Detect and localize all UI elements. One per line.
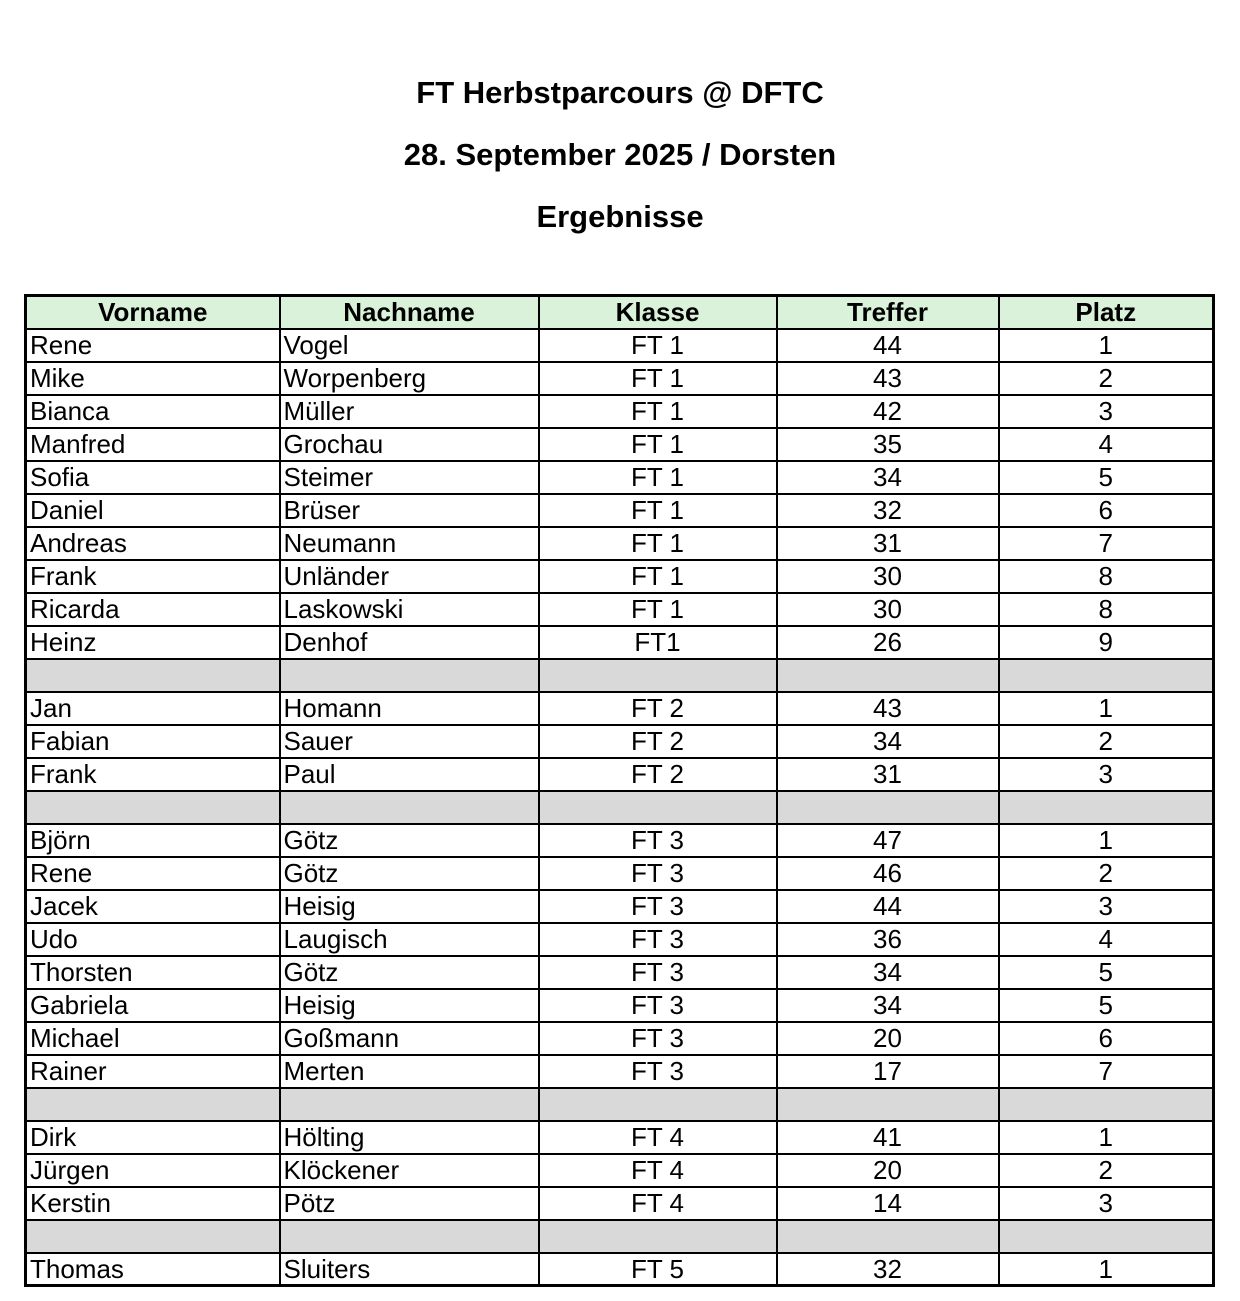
cell-klasse: FT 1 <box>539 362 777 395</box>
spacer-cell <box>539 1088 777 1121</box>
cell-vorname: Bianca <box>26 395 280 428</box>
cell-vorname: Jacek <box>26 890 280 923</box>
table-row <box>26 725 1214 758</box>
cell-vorname: Jan <box>26 692 280 725</box>
cell-vorname: Frank <box>26 758 280 791</box>
table-row <box>26 1154 1214 1187</box>
spacer-cell <box>999 1088 1214 1121</box>
table-row <box>26 956 1214 989</box>
cell-vorname: Rainer <box>26 1055 280 1088</box>
cell-platz: 7 <box>999 1055 1214 1088</box>
table-row <box>26 494 1214 527</box>
cell-platz: 1 <box>999 1253 1214 1286</box>
cell-vorname: Frank <box>26 560 280 593</box>
cell-klasse: FT 4 <box>539 1154 777 1187</box>
cell-nachname: Götz <box>280 857 539 890</box>
spacer-cell <box>777 659 999 692</box>
cell-platz: 5 <box>999 956 1214 989</box>
table-row <box>26 560 1214 593</box>
table-row <box>26 692 1214 725</box>
column-header-nachname: Nachname <box>280 296 539 329</box>
cell-treffer: 20 <box>777 1022 999 1055</box>
spacer-cell <box>999 659 1214 692</box>
cell-treffer: 31 <box>777 527 999 560</box>
spacer-cell <box>280 659 539 692</box>
cell-klasse: FT 3 <box>539 956 777 989</box>
cell-treffer: 35 <box>777 428 999 461</box>
spacer-cell <box>999 1220 1214 1253</box>
cell-treffer: 34 <box>777 461 999 494</box>
cell-klasse: FT 3 <box>539 824 777 857</box>
table-row <box>26 527 1214 560</box>
cell-klasse: FT 5 <box>539 1253 777 1286</box>
cell-nachname: Brüser <box>280 494 539 527</box>
cell-vorname: Jürgen <box>26 1154 280 1187</box>
cell-nachname: Klöckener <box>280 1154 539 1187</box>
table-row <box>26 461 1214 494</box>
cell-vorname: Andreas <box>26 527 280 560</box>
cell-platz: 2 <box>999 725 1214 758</box>
column-header-vorname: Vorname <box>26 296 280 329</box>
cell-vorname: Dirk <box>26 1121 280 1154</box>
cell-treffer: 46 <box>777 857 999 890</box>
spacer-cell <box>777 791 999 824</box>
cell-treffer: 34 <box>777 956 999 989</box>
cell-treffer: 41 <box>777 1121 999 1154</box>
table-row <box>26 1121 1214 1154</box>
cell-vorname: Fabian <box>26 725 280 758</box>
cell-vorname: Ricarda <box>26 593 280 626</box>
spacer-cell <box>777 1088 999 1121</box>
cell-vorname: Daniel <box>26 494 280 527</box>
cell-treffer: 44 <box>777 890 999 923</box>
cell-vorname: Björn <box>26 824 280 857</box>
table-header-row <box>26 296 1214 329</box>
cell-platz: 2 <box>999 362 1214 395</box>
cell-klasse: FT 1 <box>539 395 777 428</box>
cell-platz: 2 <box>999 857 1214 890</box>
cell-vorname: Thomas <box>26 1253 280 1286</box>
cell-platz: 2 <box>999 1154 1214 1187</box>
spacer-row <box>26 1088 1214 1121</box>
spacer-cell <box>999 791 1214 824</box>
cell-treffer: 20 <box>777 1154 999 1187</box>
event-date-location: 28. September 2025 / Dorsten <box>403 137 837 172</box>
cell-nachname: Laugisch <box>280 923 539 956</box>
results-heading: Ergebnisse <box>536 199 704 234</box>
cell-treffer: 36 <box>777 923 999 956</box>
table-row <box>26 1253 1214 1286</box>
cell-platz: 3 <box>999 890 1214 923</box>
cell-nachname: Sauer <box>280 725 539 758</box>
cell-klasse: FT 3 <box>539 989 777 1022</box>
cell-nachname: Sluiters <box>280 1253 539 1286</box>
spacer-cell <box>280 1088 539 1121</box>
cell-treffer: 47 <box>777 824 999 857</box>
cell-nachname: Vogel <box>280 329 539 362</box>
cell-treffer: 32 <box>777 494 999 527</box>
table-row <box>26 890 1214 923</box>
cell-platz: 4 <box>999 428 1214 461</box>
cell-platz: 3 <box>999 758 1214 791</box>
cell-nachname: Heisig <box>280 989 539 1022</box>
cell-treffer: 44 <box>777 329 999 362</box>
cell-platz: 1 <box>999 1121 1214 1154</box>
cell-vorname: Udo <box>26 923 280 956</box>
table-row <box>26 1187 1214 1220</box>
cell-platz: 6 <box>999 1022 1214 1055</box>
cell-platz: 4 <box>999 923 1214 956</box>
cell-vorname: Thorsten <box>26 956 280 989</box>
cell-klasse: FT 1 <box>539 494 777 527</box>
table-row <box>26 1022 1214 1055</box>
spacer-cell <box>26 659 280 692</box>
cell-platz: 7 <box>999 527 1214 560</box>
table-row <box>26 857 1214 890</box>
cell-treffer: 30 <box>777 593 999 626</box>
cell-klasse: FT 2 <box>539 692 777 725</box>
cell-treffer: 14 <box>777 1187 999 1220</box>
cell-nachname: Denhof <box>280 626 539 659</box>
cell-platz: 1 <box>999 824 1214 857</box>
cell-klasse: FT 2 <box>539 758 777 791</box>
cell-treffer: 30 <box>777 560 999 593</box>
document-header <box>0 0 1240 234</box>
cell-nachname: Grochau <box>280 428 539 461</box>
cell-klasse: FT 1 <box>539 329 777 362</box>
cell-klasse: FT 1 <box>539 461 777 494</box>
cell-platz: 5 <box>999 461 1214 494</box>
cell-treffer: 32 <box>777 1253 999 1286</box>
column-header-klasse: Klasse <box>539 296 777 329</box>
page-title: FT Herbstparcours @ DFTC <box>416 75 824 110</box>
cell-treffer: 43 <box>777 692 999 725</box>
spacer-cell <box>26 1088 280 1121</box>
cell-vorname: Mike <box>26 362 280 395</box>
spacer-cell <box>26 1220 280 1253</box>
spacer-cell <box>777 1220 999 1253</box>
cell-klasse: FT 4 <box>539 1187 777 1220</box>
cell-nachname: Goßmann <box>280 1022 539 1055</box>
table-row <box>26 1055 1214 1088</box>
table-row <box>26 923 1214 956</box>
table-row <box>26 395 1214 428</box>
cell-platz: 3 <box>999 395 1214 428</box>
cell-nachname: Unländer <box>280 560 539 593</box>
table-row <box>26 428 1214 461</box>
spacer-cell <box>280 1220 539 1253</box>
cell-vorname: Manfred <box>26 428 280 461</box>
cell-klasse: FT 3 <box>539 923 777 956</box>
table-row <box>26 824 1214 857</box>
cell-nachname: Pötz <box>280 1187 539 1220</box>
cell-klasse: FT 2 <box>539 725 777 758</box>
spacer-cell <box>539 791 777 824</box>
table-row <box>26 989 1214 1022</box>
cell-vorname: Kerstin <box>26 1187 280 1220</box>
cell-klasse: FT 1 <box>539 428 777 461</box>
table-row <box>26 329 1214 362</box>
cell-vorname: Heinz <box>26 626 280 659</box>
cell-vorname: Sofia <box>26 461 280 494</box>
cell-vorname: Gabriela <box>26 989 280 1022</box>
table-row <box>26 758 1214 791</box>
spacer-cell <box>539 659 777 692</box>
cell-vorname: Rene <box>26 329 280 362</box>
cell-klasse: FT 3 <box>539 1022 777 1055</box>
cell-nachname: Worpenberg <box>280 362 539 395</box>
spacer-row <box>26 659 1214 692</box>
cell-treffer: 34 <box>777 989 999 1022</box>
cell-treffer: 17 <box>777 1055 999 1088</box>
cell-klasse: FT 3 <box>539 1055 777 1088</box>
cell-klasse: FT1 <box>539 626 777 659</box>
cell-platz: 3 <box>999 1187 1214 1220</box>
spacer-cell <box>539 1220 777 1253</box>
table-row <box>26 626 1214 659</box>
results-table <box>24 294 1215 1287</box>
cell-treffer: 43 <box>777 362 999 395</box>
cell-nachname: Hölting <box>280 1121 539 1154</box>
cell-platz: 5 <box>999 989 1214 1022</box>
cell-klasse: FT 3 <box>539 857 777 890</box>
cell-klasse: FT 3 <box>539 890 777 923</box>
column-header-treffer: Treffer <box>777 296 999 329</box>
table-row <box>26 593 1214 626</box>
cell-vorname: Michael <box>26 1022 280 1055</box>
cell-nachname: Götz <box>280 956 539 989</box>
cell-platz: 1 <box>999 692 1214 725</box>
spacer-cell <box>26 791 280 824</box>
cell-klasse: FT 4 <box>539 1121 777 1154</box>
cell-nachname: Götz <box>280 824 539 857</box>
cell-platz: 8 <box>999 560 1214 593</box>
cell-nachname: Merten <box>280 1055 539 1088</box>
cell-nachname: Neumann <box>280 527 539 560</box>
cell-nachname: Heisig <box>280 890 539 923</box>
cell-klasse: FT 1 <box>539 527 777 560</box>
column-header-platz: Platz <box>999 296 1214 329</box>
cell-nachname: Paul <box>280 758 539 791</box>
cell-platz: 8 <box>999 593 1214 626</box>
cell-treffer: 31 <box>777 758 999 791</box>
spacer-row <box>26 1220 1214 1253</box>
cell-klasse: FT 1 <box>539 593 777 626</box>
cell-treffer: 42 <box>777 395 999 428</box>
spacer-row <box>26 791 1214 824</box>
cell-platz: 9 <box>999 626 1214 659</box>
cell-platz: 6 <box>999 494 1214 527</box>
cell-platz: 1 <box>999 329 1214 362</box>
cell-klasse: FT 1 <box>539 560 777 593</box>
cell-nachname: Laskowski <box>280 593 539 626</box>
table-row <box>26 362 1214 395</box>
cell-nachname: Homann <box>280 692 539 725</box>
spacer-cell <box>280 791 539 824</box>
cell-nachname: Müller <box>280 395 539 428</box>
cell-vorname: Rene <box>26 857 280 890</box>
cell-treffer: 34 <box>777 725 999 758</box>
cell-treffer: 26 <box>777 626 999 659</box>
cell-nachname: Steimer <box>280 461 539 494</box>
